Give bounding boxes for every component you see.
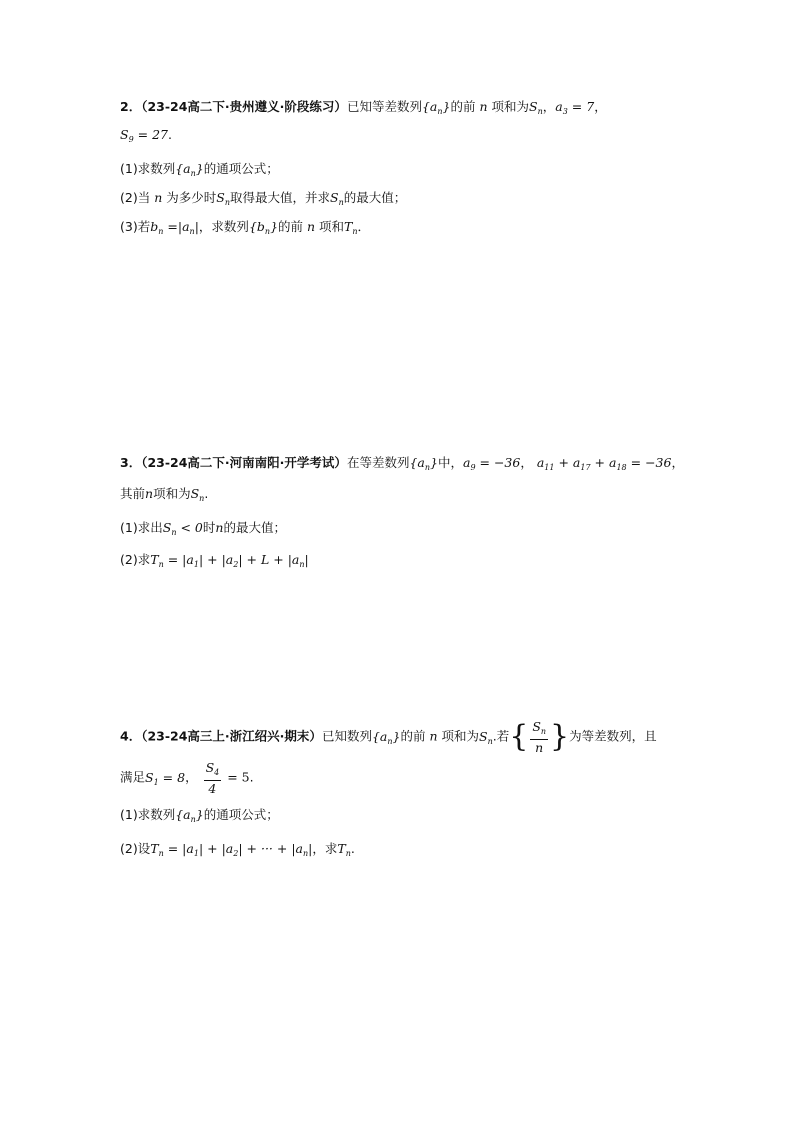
q4-number: 4．: [120, 728, 142, 744]
q2-part2: (2)当 n 为多少时$S_n$取得最大值，并求$S_n$的最大值；: [120, 190, 407, 207]
q4-frac-sn-n: $\frac{S_n}{n}$: [532, 719, 547, 755]
q3-cond-sum: $a_{11} + a_{17} + a_{18} = -36$: [536, 455, 672, 472]
q4-source: （23-24高三上·浙江绍兴·期末）: [141, 728, 322, 744]
q2-number: 2．: [120, 99, 142, 114]
q4-formula: $T_n = |a_1| + |a_2|$ + ··· + $|a_n|$: [150, 841, 313, 858]
q4-stem-line2: 满足$S_1 = 8$， $\frac{S_4}{4}$ = 5.: [120, 760, 254, 796]
q4-part2: (2)设$T_n = |a_1| + |a_2|$ + ··· + $|a_n|$，求$T_n$.: [120, 841, 355, 858]
q4-frac-s4-4: $\frac{S_4}{4}$: [205, 760, 220, 796]
q3-stem-line2: 其前n项和为$S_n$.: [120, 486, 209, 503]
q3-source: （23-24高二下·河南南阳·开学考试）: [141, 455, 347, 470]
q3-formula: $T_n = |a_1| + |a_2| + L + |a_n|$: [150, 552, 309, 569]
q3-cond-a9: $a_9 = -36$: [462, 455, 521, 472]
q3-number: 3．: [120, 455, 142, 470]
q2-stem-line2: $S_9 = 27$.: [120, 127, 172, 144]
q3-stem-line1: 3．（23-24高二下·河南南阳·开学考试）在等差数列$\{a_n\}$中，$a_9 = -36$， $a_{11} + a_{17} + a_{18} = -36$，: [120, 455, 684, 472]
q2-cond-a3: $a_3 = 7$: [555, 99, 595, 116]
q2-stem-line1: 2．（23-24高二下·贵州遵义·阶段练习）已知等差数列$\{a_n\}$的前 n 项和为$S_n$，$a_3 = 7$，: [120, 99, 607, 116]
q2-source: （23-24高二下·贵州遵义·阶段练习）: [141, 99, 347, 114]
q4-stem-line1: 4．（23-24高三上·浙江绍兴·期末）已知数列$\{a_n\}$的前 n 项和为$S_n$.若{ $\frac{S_n}{n}$ }为等差数列，且: [120, 719, 657, 755]
q3-part2: (2)求$T_n = |a_1| + |a_2| + L + |a_n|$: [120, 552, 309, 569]
q3-part1: (1)求出$S_n < 0$时n的最大值；: [120, 520, 286, 537]
q4-part1: (1)求数列$\{a_n\}$的通项公式；: [120, 807, 279, 824]
q2-cond-s9: $S_9 = 27$: [120, 127, 169, 144]
q4-cond-s1: $S_1 = 8$: [145, 769, 186, 787]
q2-part3: (3)若$b_n =|a_n|$，求数列$\{b_n\}$的前 n 项和$T_n$．: [120, 219, 371, 236]
q2-part1: (1)求数列$\{a_n\}$的通项公式；: [120, 161, 279, 178]
